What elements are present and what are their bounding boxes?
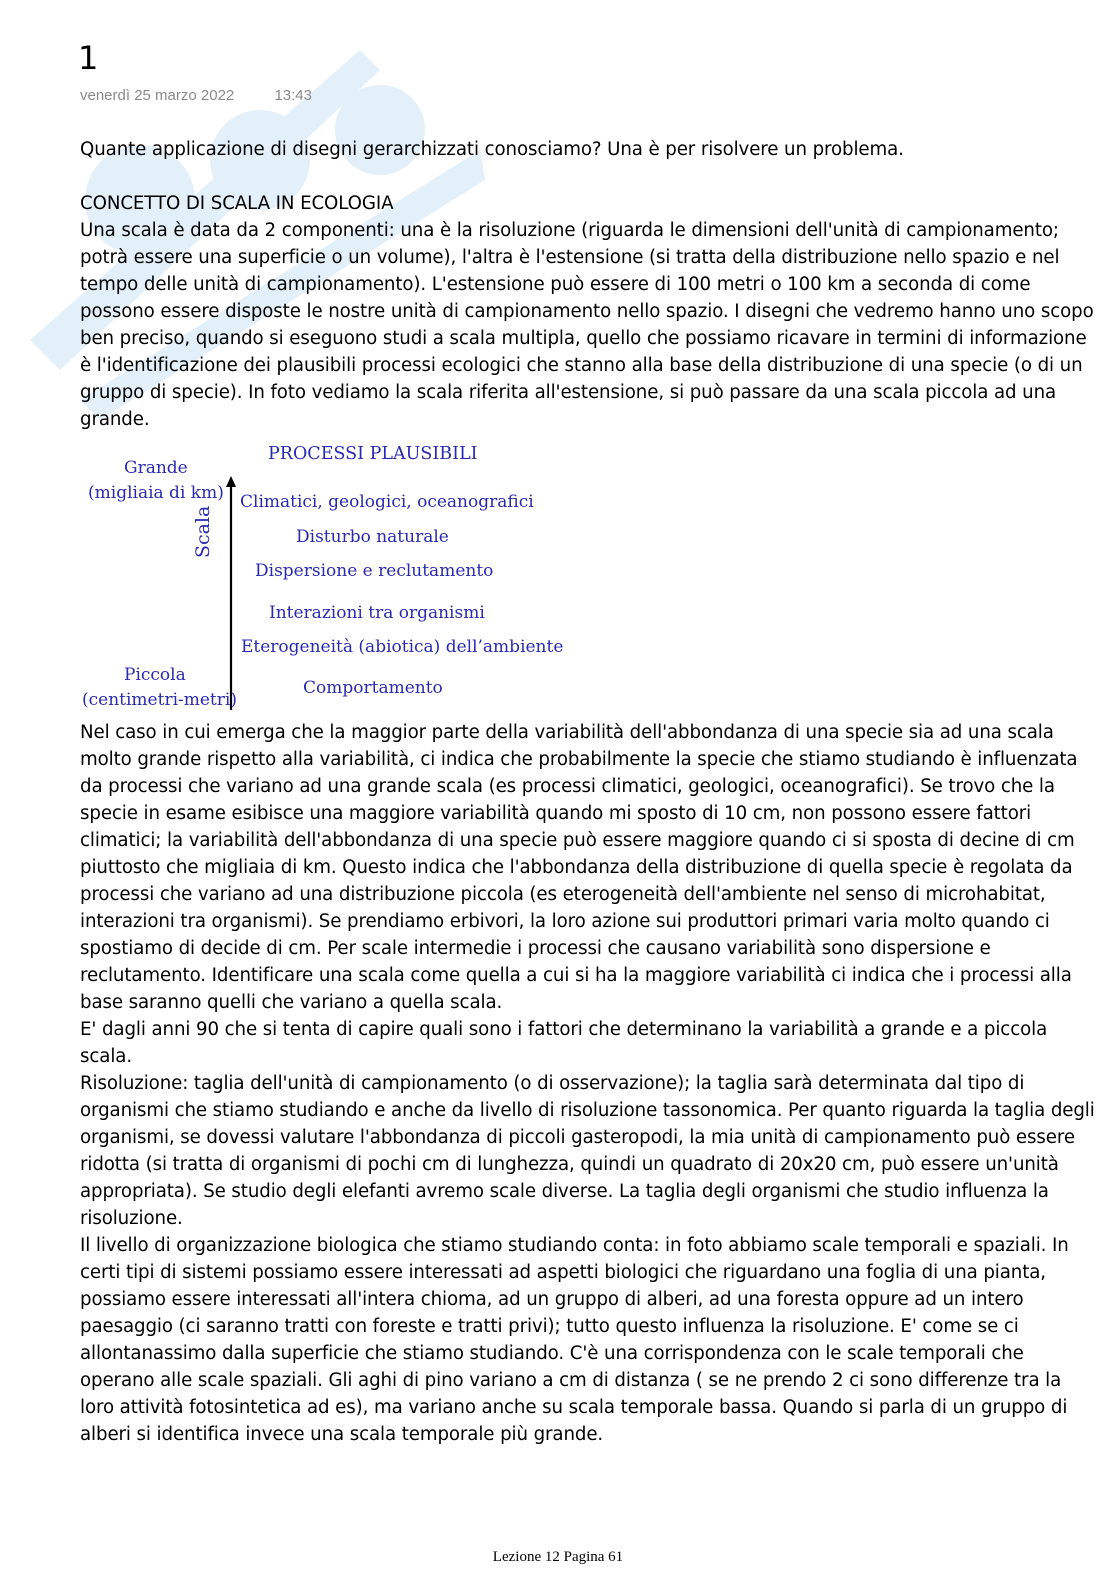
body-text <box>80 719 1100 1448</box>
top-scale-sublabel: (migliaia di km) <box>88 483 224 503</box>
process-item: Climatici, geologici, oceanografici <box>240 492 534 512</box>
page-time: 13:43 <box>274 87 312 104</box>
paragraph-2: Nel caso in cui emerga che la maggior parte della variabilità dell'abbondanza di una specie sia ad una scala molto grande rispetto alla variabilità, ci indica che probabilmente la specie che stiamo studiando è influenzata da processi che variano ad una grande scala (es processi climatici, geologici, oceanografici). Se trovo che la specie in esame esibisce una maggiore variabilità quando mi sposto di 10 cm, non possono essere fattori climatici; la variabilità dell'abbondanza di una specie può essere maggiore quando ci si sposta di decine di cm piuttosto che migliaia di km. Questo indica che l'abbondanza della distribuzione di quella specie è regolata da processi che variano ad una distribuzione piccola (es eterogeneità dell'ambiente nel senso di microhabitat, interazioni tra organismi). Se prendiamo erbivori, la loro azione sui produttori primari varia molto quando ci spostiamo di decide di cm. Per scale intermedie i processi che causano variabilità sono dispersione e reclutamento. Identificare una scala come quella a cui si ha la maggiore variabilità ci indica che i processi alla base saranno quelli che variano a quella scala. <box>80 722 1078 1013</box>
intro-text: Quante applicazione di disegni gerarchizzati conosciamo? Una è per risolvere un problema. <box>80 139 904 160</box>
page-footer: Lezione 12 Pagina 61 <box>492 1549 624 1565</box>
paragraph-3: E' dagli anni 90 che si tenta di capire quali sono i fattori che determinano la variabilità a grande e a piccola scala. <box>80 1019 1048 1067</box>
scale-axis-arrow <box>223 476 239 710</box>
process-item: Interazioni tra organismi <box>269 603 485 623</box>
section-heading: CONCETTO DI SCALA IN ECOLOGIA <box>80 193 394 214</box>
process-item: Eterogeneità (abiotica) dell’ambiente <box>241 637 564 657</box>
paragraph-1: Una scala è data da 2 componenti: una è la risoluzione (riguarda le dimensioni dell'unità di campionamento; potrà essere una superficie o un volume), l'altra è l'estensione (si tratta della distribuzione nello spazio e nel tempo delle unità di campionamento). L'estensione può essere di 100 metri o 100 km a seconda di come possono essere disposte le nostre unità di campionamento nello spazio. I disegni che vedremo hanno uno scopo ben preciso, quando si eseguono studi a scala multipla, quello che possiamo ricavare in termini di informazione è l'identificazione dei plausibili processi ecologici che stanno alla base della distribuzione di una specie (o di un gruppo di specie). In foto vediamo la scala riferita all'estensione, si può passare da una scala piccola ad una grande. <box>80 220 1094 430</box>
figure-title: PROCESSI PLAUSIBILI <box>268 444 478 464</box>
top-scale-label: Grande <box>124 458 188 478</box>
paragraph-4: Risoluzione: taglia dell'unità di campionamento (o di osservazione); la taglia sarà determinata dal tipo di organismi che stiamo studiando e anche da livello di risoluzione tassonomica. Per quanto riguarda la taglia degli organismi, se dovessi valutare l'abbondanza di piccoli gasteropodi, la mia unità di campionamento può essere ridotta (si tratta di organismi di pochi cm di lunghezza, quindi un quadrato di 20x20 cm, può essere un'unità appropriata). Se studio degli elefanti avremo scale diverse. La taglia degli organismi che studio influenza la risoluzione. <box>80 1073 1095 1229</box>
page-meta <box>80 87 312 104</box>
bottom-scale-label: Piccola <box>124 665 186 685</box>
process-item: Comportamento <box>303 678 443 698</box>
page-title: 1 <box>78 39 99 77</box>
process-item: Dispersione e reclutamento <box>255 561 494 581</box>
paragraph-5: Il livello di organizzazione biologica che stiamo studiando conta: in foto abbiamo scale temporali e spaziali. In certi tipi di sistemi possiamo essere interessati ad aspetti biologici che riguardano una foglia di una pianta, possiamo essere interessati all'intera chioma, ad un gruppo di alberi, ad una foresta oppure ad un intero paesaggio (ci saranno tratti con foreste e tratti privi); tutto questo influenza la risoluzione. E' come se ci allontanassimo dalla superficie che stiamo studiando. C'è una corrispondenza con le scale temporali che operano alle scale spaziali. Gli aghi di pino variano a cm di distanza ( se ne prendo 2 ci sono differenze tra la loro attività fotosintetica ad es), ma variano anche su scala temporale bassa. Quando si parla di un gruppo di alberi si identifica invece una scala temporale più grande. <box>80 1235 1069 1445</box>
axis-label: Scala <box>192 505 214 558</box>
scale-figure <box>80 440 564 715</box>
bottom-scale-sublabel: (centimetri-metri) <box>82 690 237 710</box>
page-date: venerdì 25 marzo 2022 <box>80 87 235 104</box>
process-item: Disturbo naturale <box>296 527 449 547</box>
scale-section <box>80 190 1100 433</box>
intro-paragraph <box>80 136 1100 163</box>
